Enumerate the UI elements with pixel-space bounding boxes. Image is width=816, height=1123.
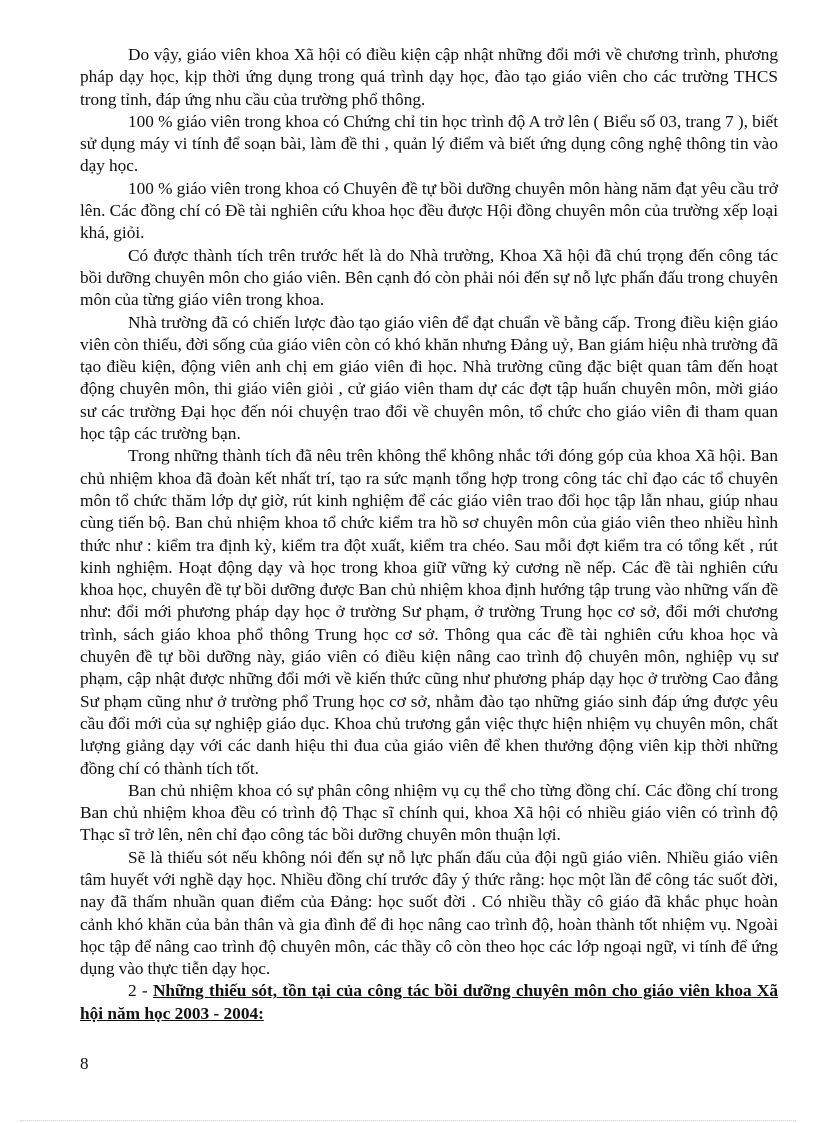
paragraph: Có được thành tích trên trước hết là do Nhà trường, Khoa Xã hội đã chú trọng đến công tác bồi dưỡng chuyên môn cho giáo viên. Bên cạnh đó còn phải nói đến sự nỗ lực phấn đấu trong chuyên môn của từng giáo viên trong khoa. bbox=[80, 245, 778, 310]
paragraph: Trong những thành tích đã nêu trên không thể không nhắc tới đóng góp của khoa Xã hội. Ban chủ nhiệm khoa đã đoàn kết nhất trí, tạo ra sức mạnh tổng hợp trong công tác chỉ đạo các tổ chuyên môn tổ chức thăm lớp dự giờ, rút kinh nghiệm để các giáo viên trao đổi học tập lẫn nhau, giúp nhau cùng tiến bộ. Ban chủ nhiệm khoa tổ chức kiểm tra hồ sơ chuyên môn của giáo viên theo nhiều hình thức như : kiểm tra định kỳ, kiểm tra đột xuất, kiểm tra chéo. Sau mỗi đợt kiểm tra có tổng kết , rút kinh nghiệm. Hoạt động dạy và học trong khoa giữ vững kỷ cương nề nếp. Các đề tài nghiên cứu khoa học, chuyên đề tự bồi dưỡng được Ban chủ nhiệm khoa định hướng tập trung vào những vấn đề như: đổi mới phương pháp dạy học ở trường Sư phạm, ở trường Trung học cơ sở, đổi mới chương trình, sách giáo khoa phổ thông Trung học cơ sở. Thông qua các đề tài nghiên cứu khoa học và chuyên đề tự bồi dưỡng này, giáo viên có điều kiện nâng cao trình độ chuyên môn, nghiệp vụ sư phạm, cập nhật được những đổi mới về kiến thức cũng như phương pháp dạy học ở trường Cao đẳng Sư phạm cũng như ở trường phổ Trung học cơ sở, nhằm đào tạo những giáo sinh đáp ứng được yêu cầu đổi mới của sự nghiệp giáo dục. Khoa chủ trương gắn việc thực hiện nhiệm vụ chuyên môn, chất lượng giảng dạy với các danh hiệu thi đua của giáo viên để khen thưởng động viên kịp thời những đồng chí có thành tích tốt. bbox=[80, 446, 778, 778]
paragraph: Nhà trường đã có chiến lược đào tạo giáo viên để đạt chuẩn về bằng cấp. Trong điều kiện giáo viên còn thiếu, đời sống của giáo viên còn có khó khăn nhưng Đảng uỷ, Ban giám hiệu nhà trường đã tạo điều kiện, động viên anh chị em giáo viên đi học. Nhà trường cũng đặc biệt quan tâm đến hoạt động chuyên môn, thi giáo viên giỏi , cử giáo viên tham dự các đợt tập huấn chuyên môn, mời giáo sư các trường Đại học đến nói chuyện trao đổi về chuyên môn, tổ chức cho giáo viên đi tham quan học tập các trường bạn. bbox=[80, 312, 778, 444]
document-body bbox=[80, 44, 778, 1025]
paragraph: Do vậy, giáo viên khoa Xã hội có điều kiện cập nhật những đổi mới về chương trình, phương pháp dạy học, kịp thời ứng dụng trong quá trình dạy học, đào tạo giáo viên cho các trường THCS trong tỉnh, đáp ứng nhu cầu của trường phổ thông. bbox=[80, 45, 778, 109]
page-number: 8 bbox=[80, 1054, 89, 1073]
paragraph: 100 % giáo viên trong khoa có Chuyên đề tự bồi dưỡng chuyên môn hàng năm đạt yêu cầu trở lên. Các đồng chí có Đề tài nghiên cứu khoa học đều được Hội đồng chuyên môn của trường xếp loại khá, giỏi. bbox=[80, 178, 778, 243]
paragraph: Ban chủ nhiệm khoa có sự phân công nhiệm vụ cụ thể cho từng đồng chí. Các đồng chí trong Ban chủ nhiệm khoa đều có trình độ Thạc sĩ chính qui, khoa Xã hội có nhiều giáo viên có trình độ Thạc sĩ trở lên, nên chỉ đạo công tác bồi dưỡng chuyên môn thuận lợi. bbox=[80, 780, 778, 845]
paragraph: 100 % giáo viên trong khoa có Chứng chỉ tin học trình độ A trở lên ( Biểu số 03, trang 7 ), biết sử dụng máy vi tính để soạn bài, làm đề thi , quản lý điểm và biết ứng dụng công nghệ thông tin vào dạy học. bbox=[80, 111, 778, 176]
section-title: Những thiếu sót, tồn tại của công tác bồi dưỡng chuyên môn cho giáo viên khoa Xã hội năm học 2003 - 2004: bbox=[80, 981, 778, 1023]
section-heading bbox=[80, 980, 778, 1025]
section-number: 2 - bbox=[128, 981, 153, 1001]
page-divider bbox=[20, 1120, 796, 1121]
paragraph: Sẽ là thiếu sót nếu không nói đến sự nỗ lực phấn đấu của đội ngũ giáo viên. Nhiều giáo viên tâm huyết với nghề dạy học. Nhiều đồng chí trước đây ý thức rằng: học một lần để công tác suốt đời, nay đã thấm nhuần quan điểm của Đảng: học suốt đời . Có nhiều thầy cô giáo đã khắc phục hoàn cảnh khó khăn của bản thân và gia đình để đi học nâng cao trình độ, hoàn thành tốt nhiệm vụ. Ngoài học tập để nâng cao trình độ chuyên môn, các thầy cô còn theo học các lớp ngoại ngữ, vi tính để ứng dụng vào thực tiễn dạy học. bbox=[80, 847, 778, 979]
